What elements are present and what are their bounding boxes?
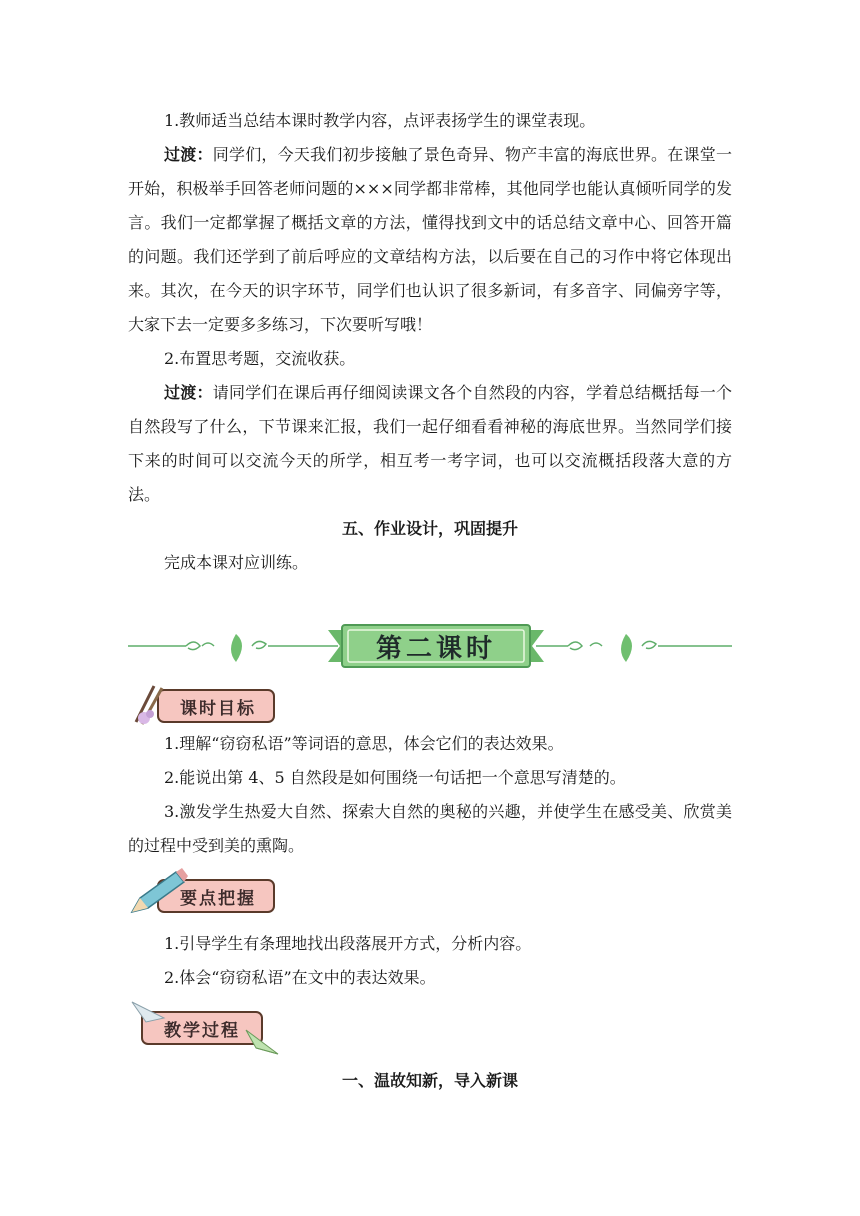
- transition-paragraph-2: [128, 376, 732, 512]
- process-label: 教学过程: [164, 1020, 240, 1041]
- transition-label: 过渡：: [164, 145, 213, 164]
- section-heading-1: 一、温故知新，导入新课: [341, 1071, 518, 1090]
- keypoint-item-2: 2.体会“窃窃私语”在文中的表达效果。: [164, 968, 436, 987]
- summary-item-2: 2.布置思考题，交流收获。: [164, 349, 356, 368]
- goal-item-2: 2.能说出第 4、5 自然段是如何围绕一句话把一个意思写清楚的。: [164, 768, 626, 787]
- homework-text: 完成本课对应训练。: [164, 553, 309, 572]
- lesson-banner-title: 第二课时: [375, 633, 496, 664]
- transition-text: 同学们，今天我们初步接触了景色奇异、物产丰富的海底世界。在课堂一开始，积极举手回答老师问题的×××同学都非常棒，其他同学也能认真倾听同学的发言。我们一定都掌握了概括文章的方法，懂得找到文中的话总结文章中心、回答开篇的问题。我们还学到了前后呼应的文章结构方法，以后要在自己的习作中将它体现出来。其次，在今天的识字环节，同学们也认识了很多新词，有多音字、同偏旁字等，大家下去一定要多多练习，下次要听写哦！: [128, 145, 732, 334]
- goals-label: 课时目标: [180, 698, 256, 719]
- transition-paragraph-1: [128, 138, 732, 342]
- keypoints-label: 要点把握: [180, 888, 256, 909]
- keypoint-item-1: 1.引导学生有条理地找出段落展开方式，分析内容。: [164, 934, 532, 953]
- summary-item-1: 1.教师适当总结本课时教学内容，点评表扬学生的课堂表现。: [164, 111, 596, 130]
- transition-text: 请同学们在课后再仔细阅读课文各个自然段的内容，学着总结概括每一个自然段写了什么，下节课来汇报，我们一起仔细看看神秘的海底世界。当然同学们接下来的时间可以交流今天的所学，相互考一考字词，也可以交流概括段落大意的方法。: [128, 383, 732, 504]
- goal-item-3: 3.激发学生热爱大自然、探索大自然的奥秘的兴趣，并使学生在感受美、欣赏美的过程中受到美的熏陶。: [128, 802, 732, 855]
- goal-item-1: 1.理解“窃窃私语”等词语的意思，体会它们的表达效果。: [164, 734, 564, 753]
- section-heading-5: 五、作业设计，巩固提升: [341, 519, 518, 538]
- transition-label: 过渡：: [164, 383, 213, 402]
